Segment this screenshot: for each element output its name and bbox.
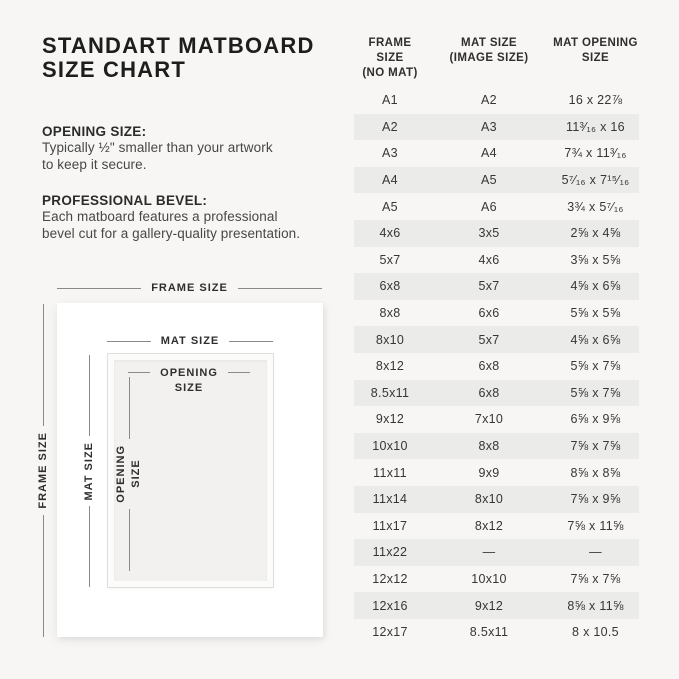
table-cell: 8.5x11 bbox=[469, 625, 509, 640]
table-row bbox=[354, 220, 639, 247]
table-cell: 8⅝ x 11⅝ bbox=[567, 598, 624, 613]
table-row bbox=[354, 380, 639, 407]
table-cell: 3⅝ x 5⅝ bbox=[570, 252, 621, 267]
header-mat-size-line1: MAT SIZE bbox=[460, 37, 517, 49]
page-title-line1: STANDART MATBOARD bbox=[42, 33, 315, 58]
frame-size-vertical-label bbox=[35, 304, 51, 637]
table-cell: A1 bbox=[382, 93, 398, 108]
header-frame-size bbox=[354, 36, 426, 81]
opening-size-vertical-line2: SIZE bbox=[130, 459, 142, 489]
table-row bbox=[354, 433, 639, 460]
table-cell: 16 x 22⅞ bbox=[568, 93, 623, 108]
table-cell: A5 bbox=[382, 199, 398, 214]
table-cell: 6x8 bbox=[478, 359, 500, 374]
table-cell: 8x12 bbox=[474, 518, 504, 533]
dimension-line bbox=[129, 509, 130, 571]
table-cell: 10x10 bbox=[372, 439, 408, 454]
section-opening-size bbox=[42, 124, 146, 139]
professional-bevel-description bbox=[42, 209, 300, 242]
table-cell: 7⅝ x 9⅝ bbox=[570, 492, 621, 507]
dimension-line bbox=[229, 341, 273, 342]
table-cell: A5 bbox=[481, 173, 497, 188]
table-cell: — bbox=[589, 545, 602, 560]
opening-size-label-text bbox=[150, 366, 228, 396]
table-row bbox=[354, 353, 639, 380]
table-cell: 6⅝ x 9⅝ bbox=[570, 412, 621, 427]
opening-size-vertical-label bbox=[114, 377, 144, 571]
header-frame-size-line1: FRAME SIZE bbox=[368, 37, 412, 64]
header-mat-size bbox=[426, 36, 552, 81]
table-cell: 8x10 bbox=[474, 492, 504, 507]
table-cell: 8x8 bbox=[478, 439, 500, 454]
table-row bbox=[354, 566, 639, 593]
table-cell: 11x22 bbox=[372, 545, 408, 560]
table-cell: A3 bbox=[382, 146, 398, 161]
opening-size-vertical-label-text bbox=[114, 445, 144, 503]
table-row bbox=[354, 406, 639, 433]
table-cell: 11x17 bbox=[372, 518, 408, 533]
frame-size-top-label bbox=[57, 282, 322, 294]
table-cell: 4x6 bbox=[379, 226, 401, 241]
dimension-line bbox=[107, 341, 151, 342]
table-cell: 7⅝ x 11⅝ bbox=[567, 518, 624, 533]
frame-size-label-text: FRAME SIZE bbox=[151, 282, 228, 294]
opening-size-label-line2: SIZE bbox=[174, 382, 204, 394]
table-row bbox=[354, 592, 639, 619]
opening-size-top-label bbox=[128, 366, 250, 396]
size-table-body bbox=[354, 87, 639, 645]
table-cell: — bbox=[482, 545, 496, 560]
professional-bevel-heading: PROFESSIONAL BEVEL: bbox=[42, 193, 208, 208]
table-row bbox=[354, 300, 639, 327]
frame-size-vertical-label-text: FRAME SIZE bbox=[36, 432, 49, 509]
table-cell: 8 x 10.5 bbox=[572, 625, 619, 640]
table-row bbox=[354, 326, 639, 353]
table-cell: 11x11 bbox=[373, 465, 407, 480]
header-mat-opening-size bbox=[552, 36, 639, 81]
opening-size-description bbox=[42, 140, 273, 173]
opening-size-heading: OPENING SIZE: bbox=[42, 124, 147, 139]
table-cell: 5x7 bbox=[379, 252, 401, 267]
table-cell: 3x5 bbox=[478, 226, 500, 241]
table-cell: 3¾ x 5⁷⁄₁₆ bbox=[567, 199, 624, 214]
table-cell: 8x12 bbox=[375, 359, 405, 374]
dimension-line bbox=[43, 304, 44, 426]
table-cell: 12x17 bbox=[372, 625, 408, 640]
table-cell: 9x12 bbox=[474, 598, 504, 613]
professional-bevel-description-line1: Each matboard features a professional bbox=[42, 209, 278, 224]
table-cell: 8x8 bbox=[379, 306, 401, 321]
header-mat-opening-line1: MAT OPENING bbox=[553, 37, 638, 49]
header-mat-opening-line2: SIZE bbox=[581, 52, 610, 64]
table-row bbox=[354, 114, 639, 141]
table-row bbox=[354, 193, 639, 220]
opening-size-label-line1: OPENING bbox=[160, 367, 218, 379]
table-cell: 5⅝ x 7⅝ bbox=[570, 359, 621, 374]
page-title bbox=[42, 34, 315, 82]
table-row bbox=[354, 619, 639, 646]
table-cell: 5x7 bbox=[478, 279, 500, 294]
size-table-header bbox=[354, 36, 639, 81]
dimension-line bbox=[57, 288, 141, 289]
table-cell: A6 bbox=[481, 199, 497, 214]
dimension-line bbox=[228, 372, 250, 373]
table-cell: 7⅝ x 7⅝ bbox=[570, 439, 621, 454]
table-row bbox=[354, 486, 639, 513]
header-frame-size-line2: (NO MAT) bbox=[362, 67, 418, 79]
table-cell: 8⅝ x 8⅝ bbox=[570, 465, 621, 480]
table-cell: 5⅝ x 7⅝ bbox=[570, 385, 621, 400]
table-row bbox=[354, 87, 639, 114]
table-row bbox=[354, 140, 639, 167]
table-cell: 6x8 bbox=[379, 279, 401, 294]
dimension-line bbox=[43, 515, 44, 637]
table-cell: 7x10 bbox=[474, 412, 504, 427]
table-cell: 11³⁄₁₆ x 16 bbox=[566, 119, 625, 134]
mat-size-vertical-label bbox=[81, 355, 97, 587]
table-cell: 12x16 bbox=[372, 598, 408, 613]
table-cell: 8x10 bbox=[375, 332, 405, 347]
table-cell: 10x10 bbox=[471, 571, 507, 586]
table-cell: 2⅝ x 4⅝ bbox=[570, 226, 621, 241]
table-cell: 5x7 bbox=[478, 332, 500, 347]
dimension-line bbox=[238, 288, 322, 289]
table-cell: 8.5x11 bbox=[370, 385, 410, 400]
table-cell: 7¾ x 11³⁄₁₆ bbox=[564, 146, 627, 161]
dimension-line bbox=[89, 506, 90, 587]
table-cell: 6x6 bbox=[478, 306, 500, 321]
mat-size-label-text: MAT SIZE bbox=[160, 335, 220, 347]
table-row bbox=[354, 247, 639, 274]
table-row bbox=[354, 167, 639, 194]
table-cell: 9x12 bbox=[375, 412, 405, 427]
table-cell: 11x14 bbox=[372, 492, 408, 507]
table-cell: 6x8 bbox=[478, 385, 500, 400]
header-mat-size-line2: (IMAGE SIZE) bbox=[449, 52, 529, 64]
table-cell: 9x9 bbox=[478, 465, 500, 480]
table-cell: 4⅝ x 6⅝ bbox=[570, 279, 621, 294]
professional-bevel-description-line2: bevel cut for a gallery-quality presentation. bbox=[42, 225, 301, 241]
table-row bbox=[354, 273, 639, 300]
table-cell: 12x12 bbox=[372, 571, 408, 586]
dimension-line bbox=[89, 355, 90, 436]
mat-size-top-label bbox=[107, 335, 273, 347]
mat-size-vertical-label-text: MAT SIZE bbox=[82, 441, 95, 501]
table-cell: 4⅝ x 6⅝ bbox=[570, 332, 621, 347]
table-cell: A3 bbox=[481, 119, 497, 134]
opening-size-vertical-line1: OPENING bbox=[115, 445, 127, 503]
table-row bbox=[354, 459, 639, 486]
opening-size-description-line1: Typically ½" smaller than your artwork bbox=[42, 140, 273, 155]
opening-size-description-line2: to keep it secure. bbox=[42, 156, 147, 172]
table-cell: 4x6 bbox=[478, 252, 500, 267]
dimension-line bbox=[129, 377, 130, 439]
table-cell: 7⅝ x 7⅝ bbox=[570, 571, 621, 586]
table-cell: A4 bbox=[382, 173, 398, 188]
table-cell: A2 bbox=[481, 93, 497, 108]
table-row bbox=[354, 539, 639, 566]
table-cell: 5⅝ x 5⅝ bbox=[570, 306, 621, 321]
page-title-line2: SIZE CHART bbox=[42, 57, 186, 82]
table-cell: 5⁷⁄₁₆ x 7¹⁵⁄₁₆ bbox=[561, 173, 630, 188]
table-row bbox=[354, 513, 639, 540]
table-cell: A2 bbox=[382, 119, 398, 134]
section-professional-bevel bbox=[42, 193, 207, 208]
dimension-line bbox=[128, 372, 150, 373]
table-cell: A4 bbox=[481, 146, 497, 161]
